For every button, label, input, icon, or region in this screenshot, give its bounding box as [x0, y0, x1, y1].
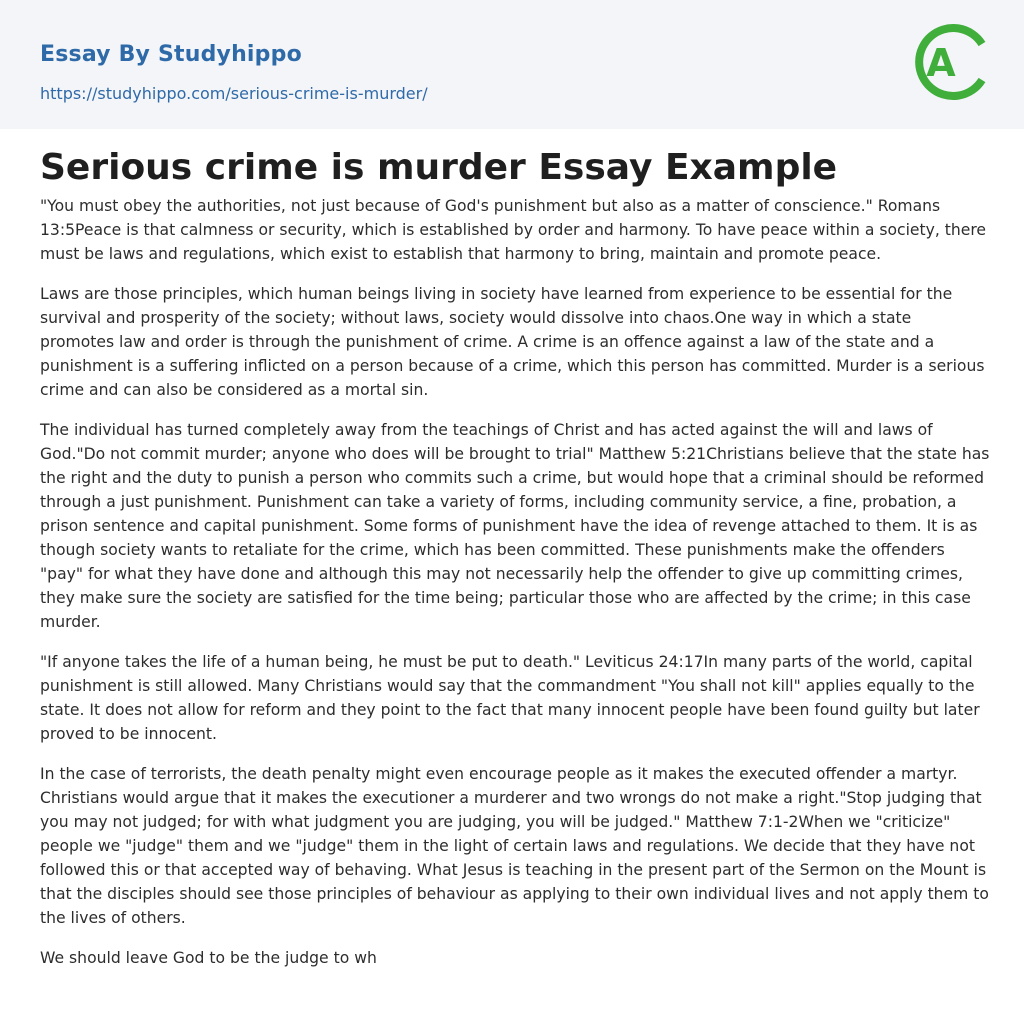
logo-letter: A	[926, 41, 956, 85]
page-title: Serious crime is murder Essay Example	[40, 147, 838, 188]
essay-paragraph: In the case of terrorists, the death penalty might even encourage people as it makes the executed offender a martyr. Christians would argue that it makes the executioner a murderer and two wrongs do not make a right."Stop judging that you may not judged; for with what judgment you are judging, you will be judged." Matthew 7:1-2When we "criticize" people we "judge" them and we "judge" them in the light of certain laws and regulations. We decide that they have not followed this or that accepted way of behaving. What Jesus is teaching in the present part of the Sermon on the Mount is that the disciples should see those principles of behaviour as applying to their own individual lives and not apply them to the lives of others.	[40, 765, 989, 927]
essay-paragraph: Laws are those principles, which human beings living in society have learned from experience to be essential for the survival and prosperity of the society; without laws, society would dissolve into chaos.One way in which a state promotes law and order is through the punishment of crime. A crime is an offence against a law of the state and a punishment is a suffering inflicted on a person because of a crime, which this person has committed. Murder is a serious crime and can also be considered as a mortal sin.	[40, 285, 985, 399]
essay-paragraph-truncated: We should leave God to be the judge to wh	[40, 949, 377, 967]
essay-paragraph: The individual has turned completely away from the teachings of Christ and has acted against the will and laws of God."Do not commit murder; anyone who does will be brought to trial" Matthew 5:21Christians believe that the state has the right and the duty to punish a person who commits such a crime, but would hope that a criminal should be reformed through a just punishment. Punishment can take a variety of forms, including community service, a fine, probation, a prison sentence and capital punishment. Some forms of punishment have the idea of revenge attached to them. It is as though society wants to retaliate for the crime, which has been committed. These punishments make the offenders "pay" for what they have done and although this may not necessarily help the offender to give up committing crimes, they make sure the society are satisfied for the time being; particular those who are affected by the crime; in this case murder.	[40, 421, 990, 631]
essay-paragraph: "If anyone takes the life of a human being, he must be put to death." Leviticus 24:17In many parts of the world, capital punishment is still allowed. Many Christians would say that the commandment "You shall not kill" applies equally to the state. It does not allow for reform and they point to the fact that many innocent people have been found guilty but later proved to be innocent.	[40, 653, 980, 743]
article-url-link[interactable]: https://studyhippo.com/serious-crime-is-murder/	[40, 84, 428, 103]
essay-paragraph: "You must obey the authorities, not just because of God's punishment but also as a matter of conscience." Romans 13:5Peace is that calmness or security, which is established by order and harmony. To have peace within a society, there must be laws and regulations, which exist to establish that harmony to bring, maintain and promote peace.	[40, 197, 987, 263]
studyhippo-logo-icon[interactable]	[912, 19, 988, 105]
site-title[interactable]: Essay By Studyhippo	[40, 42, 302, 67]
essay-body	[40, 194, 990, 986]
